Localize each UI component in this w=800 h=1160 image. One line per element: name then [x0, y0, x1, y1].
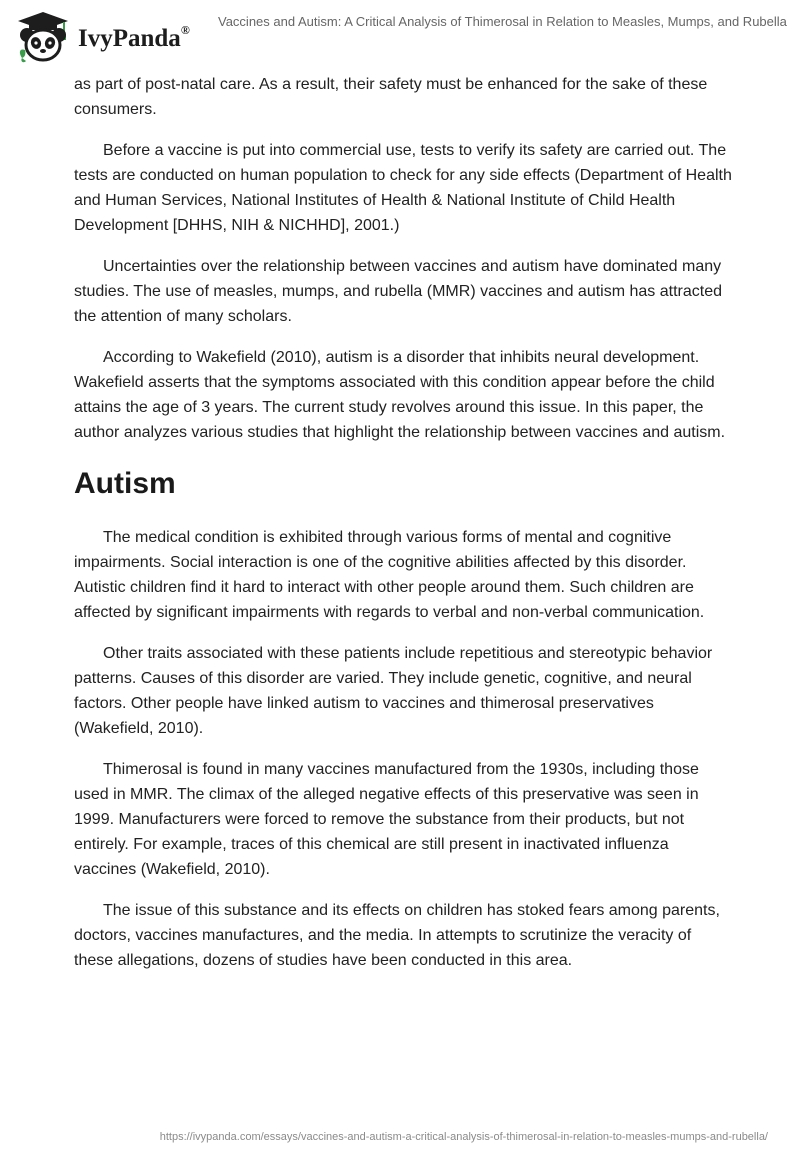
paragraph: According to Wakefield (2010), autism is a disorder that inhibits neural development. Wakefield asserts that the symptoms associated with this condition appear before the child attains the age of 3 years. The current study revolves around this issue. In this paper, the author analyzes various studies that highlight the relationship between vaccines and autism. [74, 349, 726, 441]
document-title: Vaccines and Autism: A Critical Analysis of Thimerosal in Relation to Measles, Mumps, and Rubella [218, 14, 787, 29]
paragraph: Other traits associated with these patients include repetitious and stereotypic behavior patterns. Causes of this disorder are varied. They include genetic, cognitive, and neural factors. Other people have linked autism to vaccines and thimerosal preservatives (Wakefield, 2010). [74, 645, 713, 737]
essay-content [74, 72, 734, 989]
source-url[interactable]: https://ivypanda.com/essays/vaccines-and-autism-a-critical-analysis-of-thimerosal-in-relation-to-measles-mumps-and-rubella/ [159, 1131, 768, 1143]
paragraph: The issue of this substance and its effects on children has stoked fears among parents, doctors, vaccines manufactures, and the media. In attempts to scrutinize the veracity of these allegations, dozens of studies have been conducted in this area. [74, 902, 720, 969]
paragraph: The medical condition is exhibited through various forms of mental and cognitive impairments. Social interaction is one of the cognitive abilities affected by this disorder. Autistic children find it hard to interact with other people around them. Such children are affected by significant impairments with regards to verbal and non-verbal communication. [74, 529, 705, 621]
panda-graduation-cap-icon [14, 8, 72, 66]
registered-mark: ® [180, 22, 190, 37]
section-heading: Autism [74, 467, 176, 500]
ivypanda-logo[interactable] [14, 8, 190, 66]
page-header [0, 0, 800, 68]
paragraph: Thimerosal is found in many vaccines manufactured from the 1930s, including those used in MMR. The climax of the alleged negative effects of this preservative was seen in 1999. Manufacturers were forced to remove the substance from their products, but not entirely. For example, traces of this chemical are still present in inactivated influenza vaccines (Wakefield, 2010). [74, 761, 699, 878]
paragraph: Uncertainties over the relationship between vaccines and autism have dominated many studies. The use of measles, mumps, and rubella (MMR) vaccines and autism has attracted the attention of many scholars. [74, 258, 722, 325]
brand-name: IvyPanda® [78, 22, 190, 52]
paragraph: as part of post-natal care. As a result, their safety must be enhanced for the sake of these consumers. [74, 76, 708, 118]
paragraph: Before a vaccine is put into commercial use, tests to verify its safety are carried out. The tests are conducted on human population to check for any side effects (Department of Health and Human Services, National Institutes of Health & National Institute of Child Health Development [DHHS, NIH & NICHHD], 2001.) [74, 142, 732, 234]
